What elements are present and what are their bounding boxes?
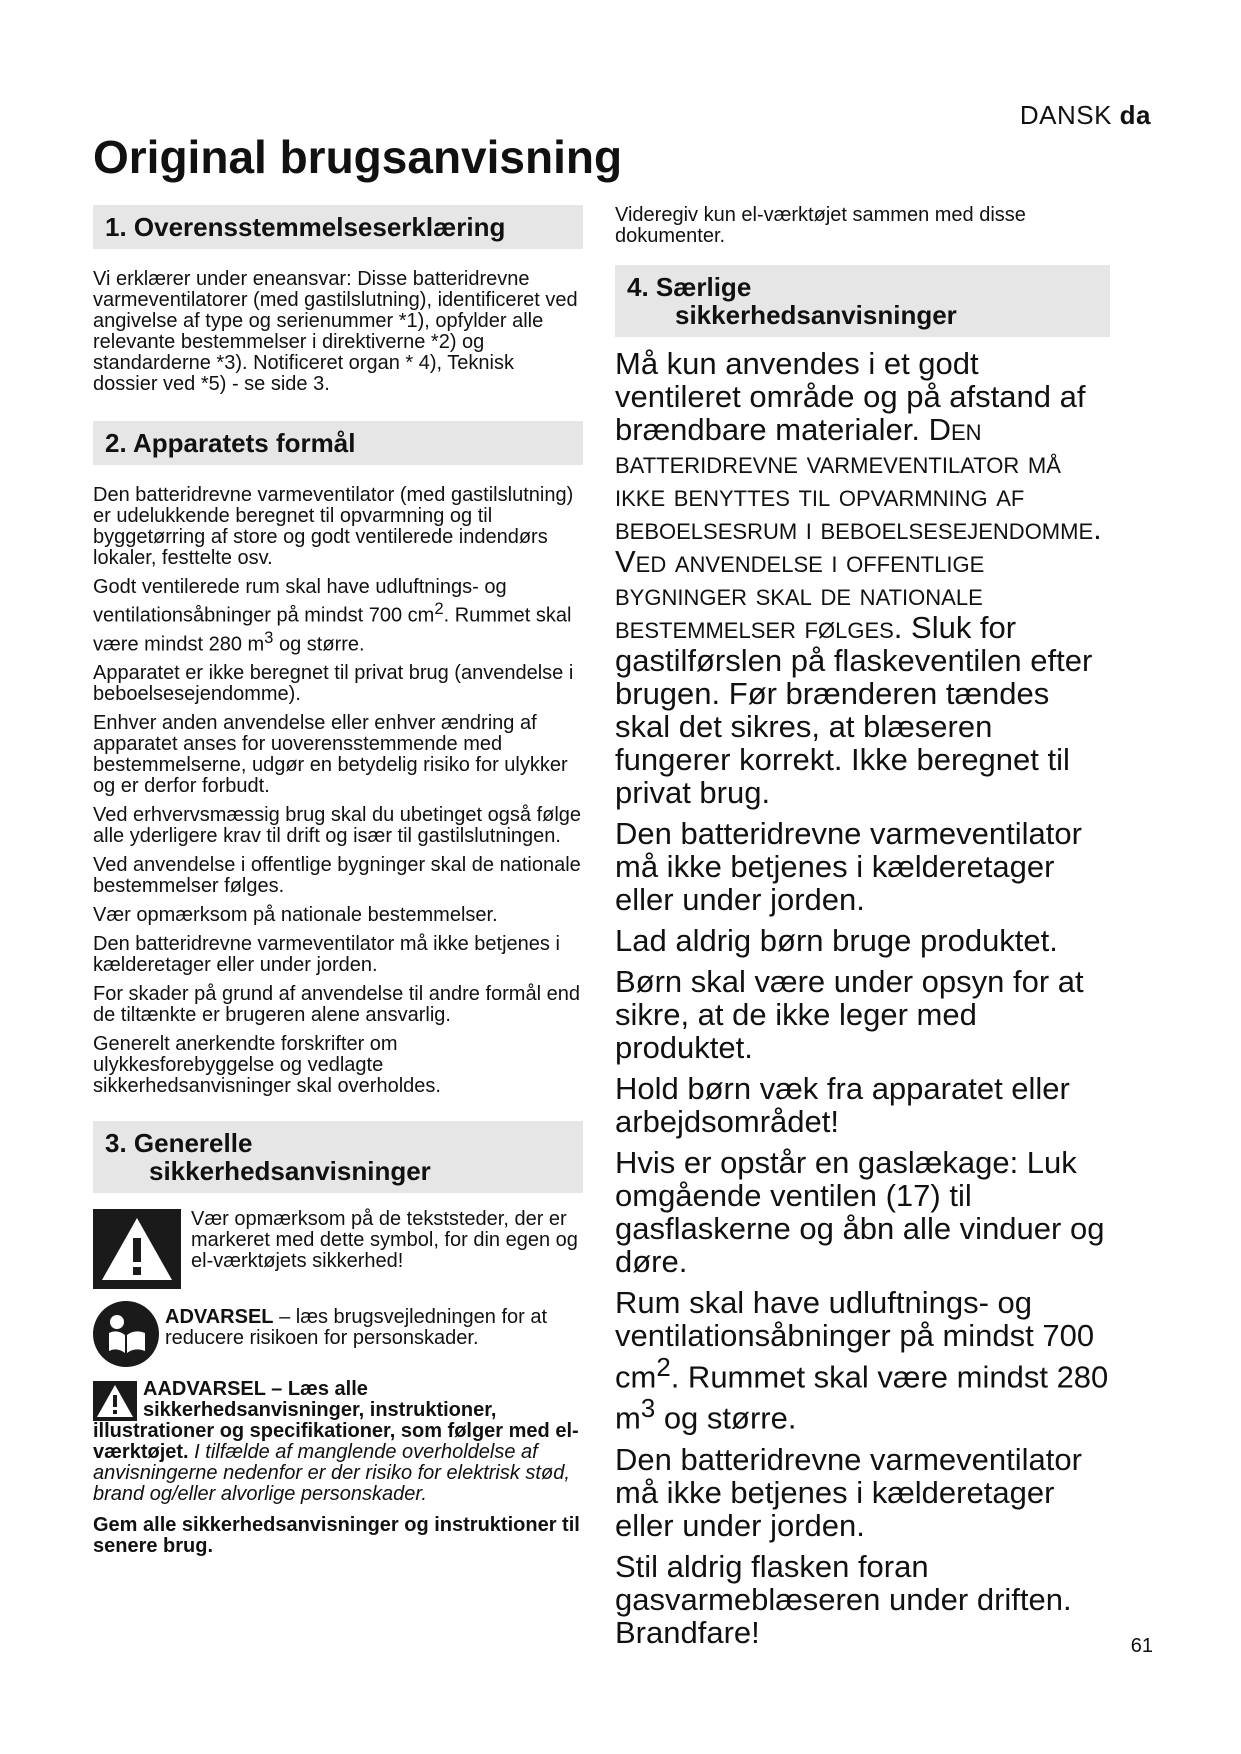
section-4-item-4: Børn skal være under opsyn for at sikre, at de ikke leger med produktet. [615, 964, 1084, 1065]
section-4-item-6: Hvis er opstår en gaslækage: Luk omgående ventilen (17) til gasflaskerne og åbn alle vinduer og døre. [615, 1145, 1105, 1279]
section-2-p10: Generelt anerkendte forskrifter om ulykkesforebyggelse og vedlagte sikkerhedsanvisninger skal overholdes. [93, 1033, 441, 1098]
section-4-item-3: Lad aldrig børn bruge produktet. [615, 923, 1058, 958]
section-2-p9: For skader på grund af anvendelse til andre formål end de tiltænkte er brugeren alene ansvarlig. [93, 983, 580, 1027]
section-2-heading: 2. Apparatets formål [93, 421, 583, 465]
section-3-heading: 3. Generelle sikkerhedsanvisninger [93, 1121, 583, 1193]
section-2-p1: Den batteridrevne varmeventilator (med gastilslutning) er udelukkende beregnet til opvarmning og til byggetørring af store og godt ventilerede indendørs lokaler, festtelte osv. [93, 484, 574, 569]
section-2-p5: Ved erhvervsmæssig brug skal du ubetinget også følge alle yderligere krav til drift og især til gastilslutningen. [93, 804, 582, 848]
symbol-explanation: Vær opmærksom på de tekststeder, der er markeret med dette symbol, for din egen og el-værktøjets sikkerhed! [191, 1208, 578, 1273]
section-2-p2: Godt ventilerede rum skal have udluftnings- og ventilationsåbninger på mindst 700 $cm^2$. Rummet skal være mindst 280 $m^3$ og større. [93, 576, 572, 656]
section-4-item-9: Stil aldrig flasken foran gasvarmeblæseren under driften. Brandfare! [615, 1548, 1072, 1650]
section-4-item-5: Hold børn væk fra apparatet eller arbejdsområdet! [615, 1071, 1070, 1139]
right-column [615, 205, 1110, 1657]
read-manual-icon [93, 1301, 159, 1367]
section-2-p6: Ved anvendelse i offentlige bygninger skal de nationale bestemmelser følges. [93, 854, 581, 898]
section-2-p4: Enhver anden anvendelse eller enhver ændring af apparatet anses for uoverensstemmende med bestemmelserne, udgør en betydelig risiko for ulykker og er derfor forbudt. [93, 712, 568, 798]
language-label [1020, 100, 1151, 131]
section-4-item-8: Den batteridrevne varmeventilator må ikke betjenes i kælderetager eller under jorden. [615, 1441, 1082, 1543]
section-4-item-2: Den batteridrevne varmeventilator må ikke betjenes i kælderetager eller under jorden. [615, 816, 1082, 917]
section-2-p3: Apparatet er ikke beregnet til privat brug (anvendelse i beboelsesejendomme). [93, 662, 574, 706]
section-1-heading: 1. Overensstemmelseserklæring [93, 205, 583, 249]
section-1-body: Vi erklærer under eneansvar: Disse batteridrevne varmeventilatorer (med gastilslutning), identificeret ved angivelse af type og serienummer *1), opfylder alle relevante bestemmelser i direktiverne *2) og standarderne *3). Notificeret organ * 4), Teknisk dossier ved *5) - se side 3. [93, 268, 578, 395]
warning-symbol-block [93, 1209, 583, 1289]
section-4-item-7: Rum skal have udluftnings- og ventilationsåbninger på mindst 700 $cm^2$. Rummet skal være mindst 280 $m^3$ og større. [615, 1285, 1109, 1436]
page-number: 61 [1130, 1635, 1153, 1657]
left-column [93, 205, 583, 1565]
language-name: DANSK [1019, 100, 1112, 130]
read-manual-block [93, 1301, 583, 1367]
section-4-item-1: Må kun anvendes i et godt ventileret område og på afstand af brændbare materialer. Den batteridrevne varmeventilator må ikke benyttes til opvarmning af beboelsesrum i beboelsesejendomme. Ved anvendelse i offentlige bygninger skal de nationale bestemmelser følges. Sluk for gastilførslen på flaskeventilen efter brugen. Før brænderen tændes skal det sikres, at blæseren fungerer korrekt. Ikke beregnet til privat brug. [615, 346, 1102, 810]
page-title: Original brugsanvisning [93, 131, 623, 183]
aadvarsel-block: AADVARSEL – Læs alle sikkerhedsanvisninger, instruktioner, illustrationer og specifikationer, som følger med el-værktøjet. I tilfælde af manglende overholdelse af anvisningerne nedenfor er der risiko for elektrisk stød, brand og/eller alvorlige personskader. [93, 1378, 579, 1506]
language-code: da [1119, 100, 1151, 130]
small-warning-icon [93, 1381, 137, 1421]
intro-text: Videregiv kun el-værktøjet sammen med disse dokumenter. [615, 204, 1026, 247]
keep-instructions: Gem alle sikkerhedsanvisninger og instruktioner til senere brug. [93, 1514, 580, 1558]
section-4-heading: 4. Særlige sikkerhedsanvisninger [615, 265, 1110, 337]
section-2-p8: Den batteridrevne varmeventilator må ikke betjenes i kælderetager eller under jorden. [93, 933, 560, 977]
section-2-p7: Vær opmærksom på nationale bestemmelser. [93, 904, 498, 927]
warning-triangle-icon [93, 1209, 181, 1289]
advarsel-text: ADVARSEL – læs brugsvejledningen for at reducere risikoen for personskader. [165, 1306, 548, 1350]
